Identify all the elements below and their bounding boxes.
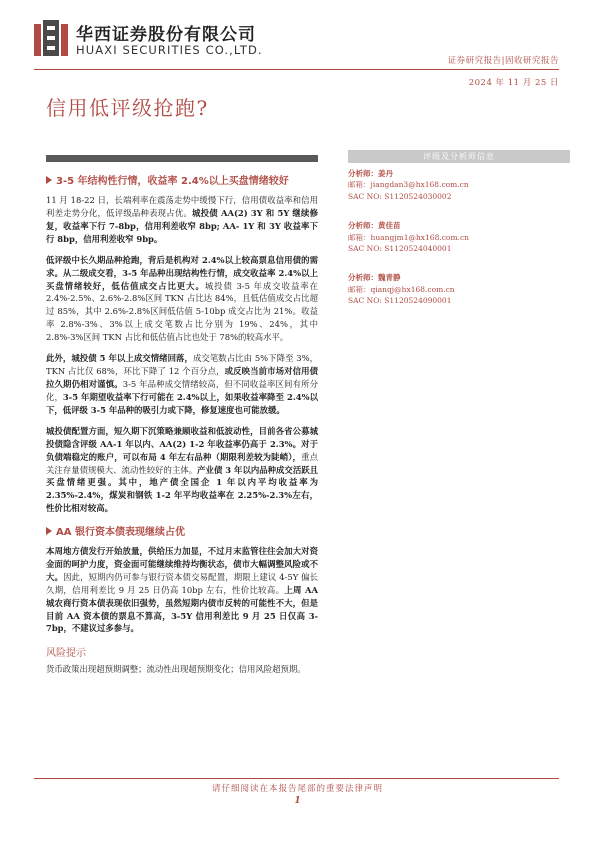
email-label: 邮箱： xyxy=(348,232,371,242)
paragraph: 11 月 18-22 日，长端利率在震荡走势中缓慢下行，信用债收益率和信用利差走势分化，低评级品种表现占优。城投债 AA(2) 3Y 和 5Y 继续修复，收益率下行 7-8bp，信用利差收窄 8bp; AA- 1Y 和 3Y 收益率下行 8bp，信用利差收窄 9bp。 xyxy=(46,195,318,244)
triangle-bullet-icon xyxy=(46,527,52,535)
title-underline-bar xyxy=(46,155,318,162)
brand-name-en: HUAXI SECURITIES CO.,LTD. xyxy=(76,43,263,57)
section-heading: AA 银行资本债表现继续占优 xyxy=(46,523,318,538)
analyst-email[interactable]: qianqj@hx168.com.cn xyxy=(370,284,455,294)
huaxi-logo-icon xyxy=(34,20,68,56)
paragraph: 城投债配置方面，短久期下沉策略兼顾收益和低波动性，目前各省公募城投债隐含评级 AA-1 年以内、AA(2) 1-2 年收益率仍高于 2.3%。对于负债端稳定的账户，可以布局 4 年左右品种（期限利差较为陡峭），重点关注存量债规模大、流动性较好的主体。产业债 3 年以内品种成交活跃且买盘情绪更强。其中，地产债全国企 1 年以内平均收益率为 2.35%-2.4%，煤炭和钢铁 1-2 年平均收益率在 2.25%-2.3%左右，性价比相对较高。 xyxy=(46,426,318,514)
paragraph: 本周地方债发行开始放量，供给压力加显，不过月末监管往往会加大对资金面的呵护力度，资金面可能继续维持均衡状态，债市大幅调整风险或不大。因此，短期内仍可参与银行资本债交易配置，期限上建议 4-5Y 偏长久期，信用利差比 9 月 25 日仍高 10bp 左右，性价比较高。上周 AA 城农商行资本债表现依旧强势，虽然短期内债市反转的可能性不大，但是目前 AA 资本债的票息不算高，3-5Y 信用利差比 9 月 25 日仅高 3-7bp，不建议过多参与。 xyxy=(46,546,319,634)
analyst-role: 分析师： xyxy=(348,169,378,178)
page-title: 信用低评级抢跑? xyxy=(46,96,209,120)
brand-name-cn: 华西证券股份有限公司 xyxy=(76,25,256,45)
paragraph: 低评级中长久期品种抢跑，背后是机构对 2.4%以上较高票息信用债的需求。从二级成交看，3-5 年品种出现结构性行情，成交收益率 2.4%以上买盘情绪较好，低估值成交占比更大。城投债 3-5 年成交收益率在 2.4%-2.5%、2.6%-2.8%区间 TKN 占比达 84%，且低估值成交占比超过 85%，其中 2.6%-2.8%区间低估值 5-10bp 成交占比为 21%。收益率 2.8%-3%、3%以上成交笔数占比分别为 19%、24%，其中 2.8%-3%区间 TKN 占比和低估值占比也处于 78%的较高水平。 xyxy=(46,254,319,342)
analyst-name: 魏青静 xyxy=(378,273,401,283)
sidebar-heading: 评级及分析师信息 xyxy=(348,150,570,163)
risk-section xyxy=(46,644,318,676)
risk-title: 风险提示 xyxy=(46,647,86,659)
analyst-email[interactable]: jiangdan3@hx168.com.cn xyxy=(370,180,469,190)
email-label: 邮箱： xyxy=(348,284,371,294)
paragraph: 此外，城投债 5 年以上成交情绪回落，成交笔数占比由 5%下降至 3%，TKN 占比仅 68%，环比下降了 12 个百分点，或反映当前市场对信用债拉久期仍相对谨慎。3-5 年品种成交情绪较高，但不同收益率区间有所分化，3-5 年期望收益率下行可能在 2.4%以上，如果收益率降至 2.4%以下，低评级 3-5 年品种的吸引力或下降，修复速度也可能放缓。 xyxy=(46,353,319,415)
section-heading: 3-5 年结构性行情，收益率 2.4%以上买盘情绪较好 xyxy=(46,172,318,187)
header-divider xyxy=(34,69,559,70)
analyst-email[interactable]: huangjm1@hx168.com.cn xyxy=(370,232,469,242)
analyst-sidebar xyxy=(348,150,570,325)
analyst-name: 姜丹 xyxy=(378,169,393,178)
report-date: 2024 年 11 月 25 日 xyxy=(468,78,559,88)
footer-divider xyxy=(34,778,559,779)
section-bank-capital-bonds xyxy=(46,523,318,635)
main-body xyxy=(46,172,318,684)
report-type: 证券研究报告|固收研究报告 xyxy=(447,56,559,66)
section-structural-rally xyxy=(46,172,318,515)
analyst-card xyxy=(348,168,570,202)
legal-disclaimer: 请仔细阅读在本报告尾部的重要法律声明 xyxy=(211,784,383,794)
analyst-role: 分析师： xyxy=(348,221,378,231)
analyst-role: 分析师： xyxy=(348,273,378,283)
analyst-sac: SAC NO: S1120524040001 xyxy=(348,244,452,254)
risk-text: 货币政策出现超预期调整；流动性出现超预期变化；信用风险超预期。 xyxy=(46,663,306,674)
page-number: 1 xyxy=(294,796,301,806)
analyst-card xyxy=(348,272,570,306)
analyst-card xyxy=(348,220,570,254)
triangle-bullet-icon xyxy=(46,176,52,184)
email-label: 邮箱： xyxy=(348,180,371,190)
analyst-sac: SAC NO: S1120524090001 xyxy=(348,296,452,306)
analyst-sac: SAC NO: S1120524030002 xyxy=(348,191,452,201)
analyst-name: 黄佳苗 xyxy=(378,221,401,231)
